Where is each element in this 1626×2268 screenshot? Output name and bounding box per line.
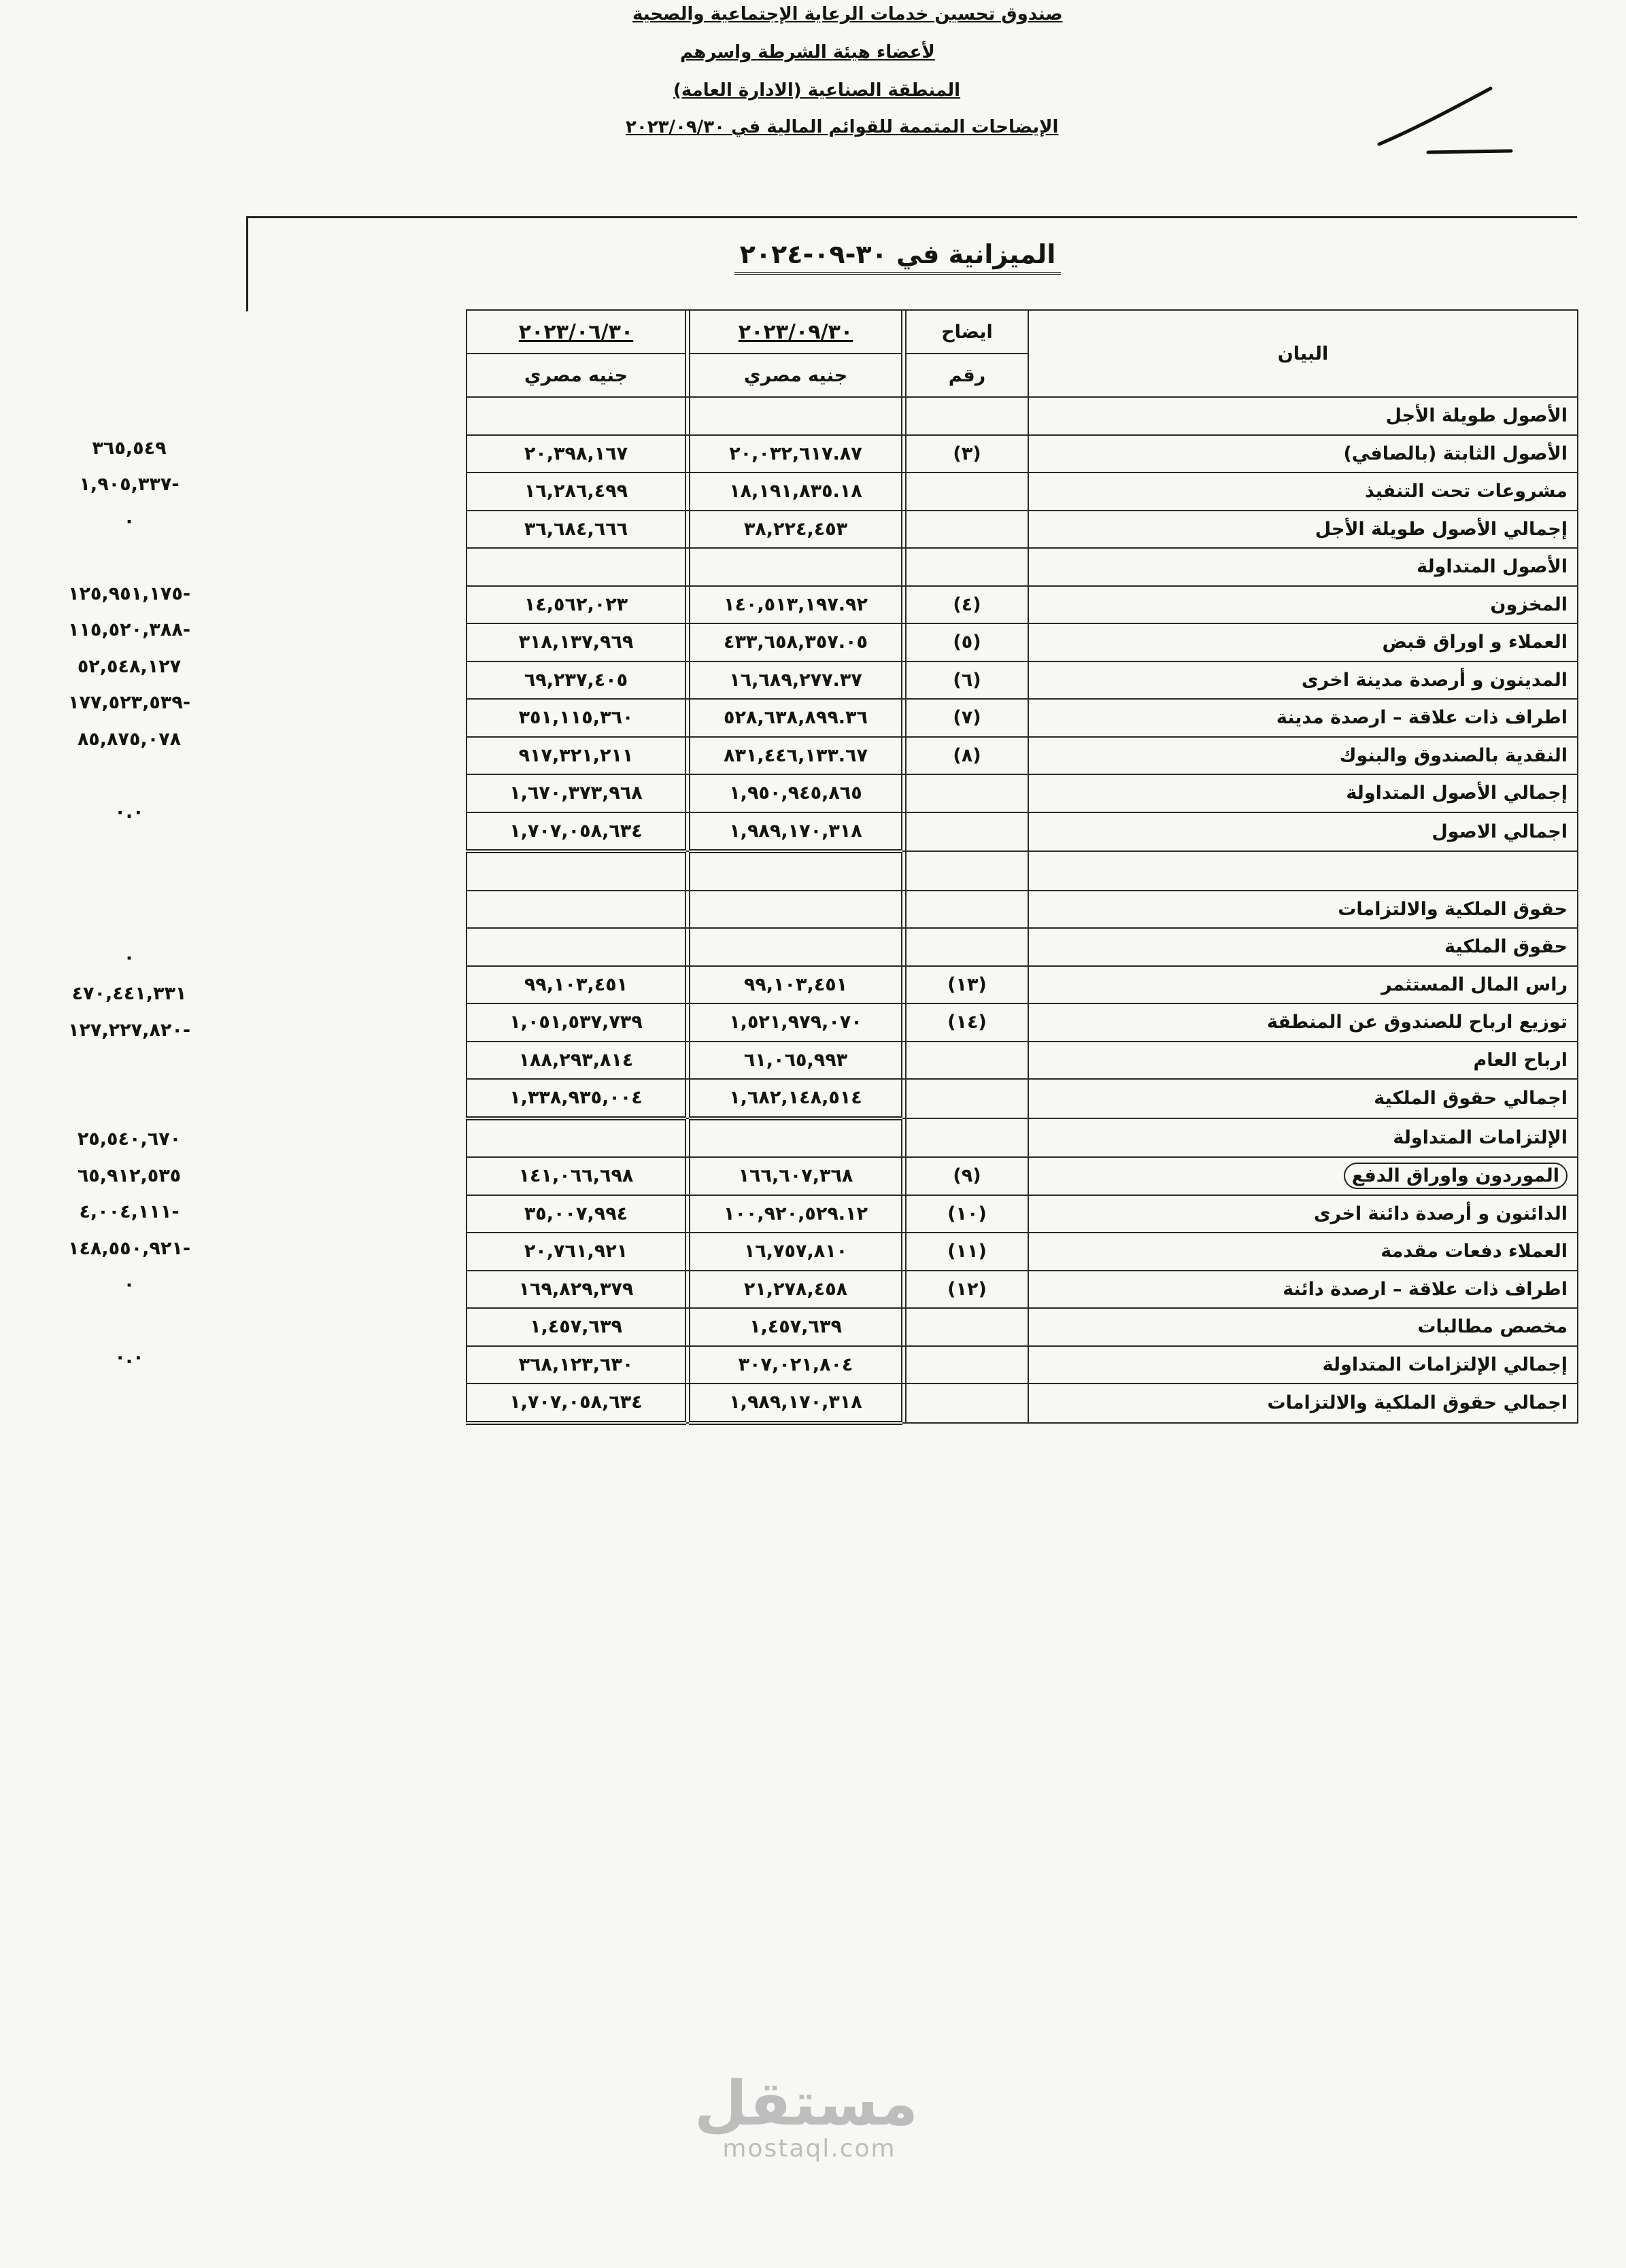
row-prior-value: ٣٥,٠٠٧,٩٩٤ (467, 1195, 685, 1233)
row-difference: -١١٥,٥٢٠,٣٨٨ (67, 619, 191, 640)
row-label: اجمالي حقوق الملكية (1028, 1079, 1578, 1118)
row-difference (14, 1048, 245, 1085)
row-note: (١٠) (906, 1195, 1028, 1233)
row-note (906, 812, 1028, 852)
row-difference: -١,٩٠٥,٣٣٧ (79, 474, 180, 495)
row-current-value (690, 851, 902, 891)
row-current-value: ١٤٠,٥١٣,١٩٧.٩٢ (690, 586, 902, 624)
column-note-header-top: ايضاح (906, 310, 1028, 354)
frame-left-border (246, 216, 248, 311)
row-difference: ٤٧٠,٤٤١,٣٣١ (71, 983, 187, 1004)
column-note-header-bottom: رقم (906, 354, 1028, 397)
table-row (252, 1003, 1578, 1042)
row-label: حقوق الملكية (1028, 928, 1578, 966)
row-note (906, 1308, 1028, 1346)
row-current-value: ٢٠,٠٣٢,٦١٧.٨٧ (690, 435, 902, 473)
row-label: إجمالي الإلتزامات المتداولة (1028, 1346, 1578, 1384)
row-current-value: ٣٨,٢٢٤,٤٥٣ (690, 511, 902, 549)
row-prior-value: ١٨٨,٢٩٣,٨١٤ (467, 1042, 685, 1080)
row-current-value: ٤٣٣,٦٥٨,٣٥٧.٠٥ (690, 623, 902, 662)
row-difference (14, 757, 245, 794)
table-row (252, 1195, 1578, 1233)
row-prior-value: ١,٦٧٠,٣٧٣,٩٦٨ (467, 774, 685, 812)
table-header-row-1 (252, 310, 1578, 354)
row-note: (١٢) (906, 1271, 1028, 1309)
row-label: النقدية بالصندوق والبنوك (1028, 737, 1578, 775)
row-note (906, 928, 1028, 966)
row-label: الأصول طويلة الأجل (1028, 397, 1578, 435)
watermark-logo: مستقل (694, 2068, 918, 2140)
row-current-value: ١,٦٨٢,١٤٨,٥١٤ (690, 1079, 902, 1118)
table-row (252, 812, 1578, 852)
row-prior-value (467, 1118, 685, 1158)
row-difference: -١٤٨,٥٥٠,٩٢١ (67, 1237, 191, 1259)
row-prior-value: ١٦,٢٨٦,٤٩٩ (467, 472, 685, 511)
row-difference (14, 1303, 245, 1340)
row-prior-value: ٩٩,١٠٣,٤٥١ (467, 966, 685, 1004)
table-row (252, 548, 1578, 586)
table-row (252, 623, 1578, 662)
table-row (252, 1271, 1578, 1309)
header-line-3: المنطقة الصناعية (الادارة العامة) (673, 80, 961, 101)
table-row (252, 435, 1578, 473)
row-prior-value (467, 397, 685, 435)
watermark-url: mostaql.com (722, 2135, 896, 2163)
row-label: المدينون و أرصدة مدينة اخرى (1028, 662, 1578, 700)
table-row (252, 1118, 1578, 1158)
row-note: (٦) (906, 662, 1028, 700)
row-label: مخصص مطالبات (1028, 1308, 1578, 1346)
row-current-value (690, 548, 902, 586)
row-note: (٥) (906, 623, 1028, 662)
row-label: توزيع ارباح للصندوق عن المنطقة (1028, 1003, 1578, 1042)
row-current-value: ٢١,٢٧٨,٤٥٨ (690, 1271, 902, 1309)
table-row (252, 891, 1578, 929)
header-line-4: الإيضاحات المتممة للقوائم المالية في ٢٠٢٣/٠٩/٣٠ (626, 117, 1059, 137)
table-row (252, 699, 1578, 737)
row-prior-value: ١,٣٣٨,٩٣٥,٠٠٤ (467, 1079, 685, 1118)
row-difference: ٢٥,٥٤٠,٦٧٠ (77, 1129, 182, 1150)
row-current-value: ١٨,١٩١,٨٣٥.١٨ (690, 472, 902, 511)
row-current-value (690, 1118, 902, 1158)
column-current-unit: جنيه مصري (690, 354, 902, 397)
row-label: حقوق الملكية والالتزامات (1028, 891, 1578, 929)
row-current-value: ١٠٠,٩٢٠,٥٢٩.١٢ (690, 1195, 902, 1233)
row-note (906, 774, 1028, 812)
row-label (1028, 851, 1578, 891)
handwritten-check-mark (1374, 82, 1517, 170)
header-line-1: صندوق تحسين خدمات الرعاية الإجتماعية والصحية (632, 4, 1063, 24)
row-label: الدائنون و أرصدة دائنة اخرى (1028, 1195, 1578, 1233)
row-note (906, 1118, 1028, 1158)
row-prior-value (467, 851, 685, 891)
row-current-value: ٨٣١,٤٤٦,١٣٣.٦٧ (690, 737, 902, 775)
row-label: اطراف ذات علاقة – ارصدة مدينة (1028, 699, 1578, 737)
row-label: اجمالي الاصول (1028, 812, 1578, 852)
row-prior-value: ١٤,٥٦٢,٠٢٣ (467, 586, 685, 624)
table-row (252, 1308, 1578, 1346)
row-prior-value: ٩١٧,٣٢١,٢١١ (467, 737, 685, 775)
row-difference (14, 394, 245, 430)
row-difference: ٠.٠ (114, 801, 144, 823)
row-prior-value: ٦٩,٢٣٧,٤٠٥ (467, 662, 685, 700)
row-note: (٤) (906, 586, 1028, 624)
row-difference: ٠.٠ (114, 1347, 144, 1368)
table-row (252, 1346, 1578, 1384)
row-prior-value: ١,٧٠٧,٠٥٨,٦٣٤ (467, 812, 685, 852)
row-label: راس المال المستثمر (1028, 966, 1578, 1004)
row-label: مشروعات تحت التنفيذ (1028, 472, 1578, 511)
row-current-value: ١,٤٥٧,٦٣٩ (690, 1308, 902, 1346)
row-difference: ٠ (123, 1274, 135, 1295)
margin-differences-column (14, 309, 245, 1376)
row-note (906, 1346, 1028, 1384)
row-difference (14, 903, 245, 940)
row-prior-value: ١,٧٠٧,٠٥٨,٦٣٤ (467, 1384, 685, 1423)
row-note: (١٣) (906, 966, 1028, 1004)
row-prior-value (467, 548, 685, 586)
row-current-value: ٥٢٨,٦٣٨,٨٩٩.٣٦ (690, 699, 902, 737)
row-current-value: ١,٥٢١,٩٧٩,٠٧٠ (690, 1003, 902, 1042)
table-row (252, 851, 1578, 891)
row-label: المخزون (1028, 586, 1578, 624)
row-current-value: ٩٩,١٠٣,٤٥١ (690, 966, 902, 1004)
row-difference: ٨٥,٨٧٥,٠٧٨ (77, 728, 182, 750)
row-prior-value: ٣٥١,١١٥,٣٦٠ (467, 699, 685, 737)
row-difference: ٥٢,٥٤٨,١٢٧ (77, 655, 182, 677)
table-row (252, 511, 1578, 549)
column-label-header: البيان (1028, 310, 1578, 397)
row-label: العملاء دفعات مقدمة (1028, 1233, 1578, 1271)
row-prior-value (467, 891, 685, 929)
table-row (252, 397, 1578, 435)
row-note: (١٤) (906, 1003, 1028, 1042)
row-difference (14, 539, 245, 576)
watermark (694, 2068, 918, 2163)
row-current-value: ٣٠٧,٠٢١,٨٠٤ (690, 1346, 902, 1384)
column-prior-unit: جنيه مصري (467, 354, 685, 397)
table-row (252, 774, 1578, 812)
row-note (906, 1042, 1028, 1080)
row-note (906, 511, 1028, 549)
row-current-value (690, 397, 902, 435)
row-prior-value: ٣١٨,١٣٧,٩٦٩ (467, 623, 685, 662)
row-difference (14, 867, 245, 904)
row-difference (14, 830, 245, 867)
row-prior-value: ١,٤٥٧,٦٣٩ (467, 1308, 685, 1346)
row-prior-value: ٣٦٨,١٢٣,٦٣٠ (467, 1346, 685, 1384)
row-note: (١١) (906, 1233, 1028, 1271)
row-label: إجمالي الأصول طويلة الأجل (1028, 511, 1578, 549)
row-current-value: ١,٩٥٠,٩٤٥,٨٦٥ (690, 774, 902, 812)
table-row (252, 966, 1578, 1004)
row-current-value (690, 928, 902, 966)
row-label (1028, 1157, 1578, 1195)
row-difference: -١٢٧,٢٢٧,٨٢٠ (67, 1019, 191, 1041)
row-note: (٩) (906, 1157, 1028, 1195)
row-difference: ٠ (123, 510, 135, 532)
row-difference (14, 1085, 245, 1122)
row-current-value: ١,٩٨٩,١٧٠,٣١٨ (690, 812, 902, 852)
row-current-value: ١٦,٧٥٧,٨١٠ (690, 1233, 902, 1271)
row-note (906, 851, 1028, 891)
table-row (252, 928, 1578, 966)
row-note (906, 472, 1028, 511)
row-prior-value (467, 928, 685, 966)
row-prior-value: ١٤١,٠٦٦,٦٩٨ (467, 1157, 685, 1195)
table-row (252, 472, 1578, 511)
row-label: اجمالي حقوق الملكية والالتزامات (1028, 1384, 1578, 1423)
row-difference: -١٢٥,٩٥١,١٧٥ (67, 583, 191, 604)
row-note (906, 397, 1028, 435)
table-row (252, 1079, 1578, 1118)
balance-sheet-table (252, 309, 1578, 1425)
row-note (906, 1079, 1028, 1118)
balance-sheet-title: الميزانية في ٣٠-٠٩-٢٠٢٤ (734, 239, 1061, 275)
column-current-year: ٢٠٢٣/٠٩/٣٠ (690, 310, 902, 354)
row-note (906, 891, 1028, 929)
circled-label: الموردون واوراق الدفع (1344, 1163, 1568, 1189)
row-current-value: ٦١,٠٦٥,٩٩٣ (690, 1042, 902, 1080)
row-note: (٣) (906, 435, 1028, 473)
row-prior-value: ٢٠,٣٩٨,١٦٧ (467, 435, 685, 473)
row-current-value: ١٦٦,٦٠٧,٣٦٨ (690, 1157, 902, 1195)
table-row (252, 586, 1578, 624)
header-line-2: لأعضاء هيئة الشرطة واسرهم (680, 42, 935, 63)
row-label: الإلتزامات المتداولة (1028, 1118, 1578, 1158)
row-current-value (690, 891, 902, 929)
row-prior-value: ١,٠٥١,٥٣٧,٧٣٩ (467, 1003, 685, 1042)
row-difference: ٠ (123, 946, 135, 968)
row-label: اطراف ذات علاقة – ارصدة دائنة (1028, 1271, 1578, 1309)
table-row (252, 737, 1578, 775)
table-row (252, 1233, 1578, 1271)
table-row (252, 1157, 1578, 1195)
row-label: ارباح العام (1028, 1042, 1578, 1080)
row-difference: -١٧٧,٥٢٣,٥٣٩ (67, 692, 191, 713)
column-prior-year: ٢٠٢٣/٠٦/٣٠ (467, 310, 685, 354)
row-current-value: ١٦,٦٨٩,٢٧٧.٣٧ (690, 662, 902, 700)
frame-top-border (246, 216, 1577, 218)
row-note: (٨) (906, 737, 1028, 775)
row-label: إجمالي الأصول المتداولة (1028, 774, 1578, 812)
row-label: العملاء و اوراق قبض (1028, 623, 1578, 662)
row-note (906, 548, 1028, 586)
row-difference: -٤,٠٠٤,١١١ (79, 1201, 180, 1222)
table-row (252, 662, 1578, 700)
table-row (252, 1384, 1578, 1423)
row-prior-value: ٣٦,٦٨٤,٦٦٦ (467, 511, 685, 549)
row-label: الأصول الثابتة (بالصافي) (1028, 435, 1578, 473)
row-note (906, 1384, 1028, 1423)
row-current-value: ١,٩٨٩,١٧٠,٣١٨ (690, 1384, 902, 1423)
row-label: الأصول المتداولة (1028, 548, 1578, 586)
row-prior-value: ٢٠,٧٦١,٩٢١ (467, 1233, 685, 1271)
row-difference: ٣٦٥,٥٤٩ (92, 437, 167, 459)
row-prior-value: ١٦٩,٨٢٩,٣٧٩ (467, 1271, 685, 1309)
row-difference: ٦٥,٩١٢,٥٣٥ (77, 1165, 182, 1186)
row-note: (٧) (906, 699, 1028, 737)
table-row (252, 1042, 1578, 1080)
